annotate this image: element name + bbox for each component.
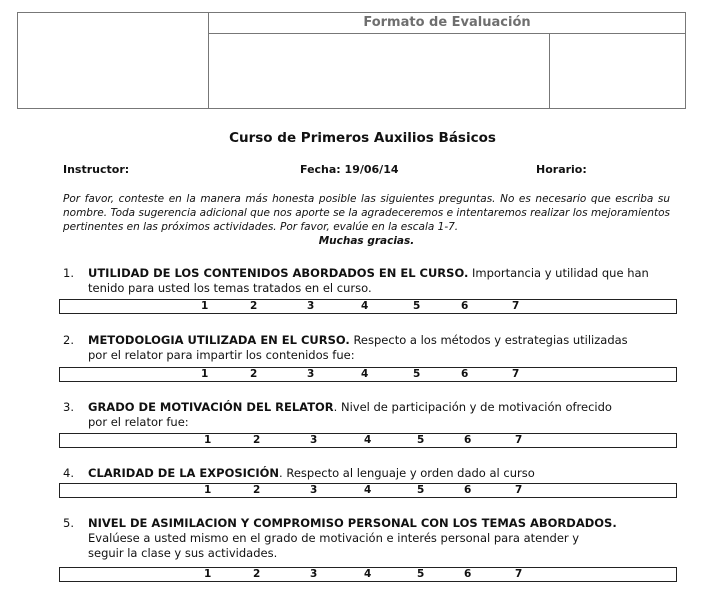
scale-option[interactable]: 5 [413,300,421,312]
scale-option[interactable]: 3 [307,368,315,380]
scale-option[interactable]: 6 [461,300,469,312]
question-title: GRADO DE MOTIVACIÓN DEL RELATOR [88,400,334,414]
question-text-continued: por el relator para impartir los contenidos fue: [88,348,355,362]
question-number: 3. [63,400,74,414]
scale-option[interactable]: 4 [361,300,369,312]
instructions [63,192,670,248]
header-table [17,12,686,109]
question-number: 2. [63,333,74,347]
scale-option[interactable]: 4 [364,568,372,580]
scale-option[interactable]: 1 [204,484,212,496]
course-title: Curso de Primeros Auxilios Básicos [229,130,496,146]
scale-option[interactable]: 4 [361,368,369,380]
header-right-cell [550,34,685,108]
scale-option[interactable]: 7 [512,300,520,312]
question-title: NIVEL DE ASIMILACION Y COMPROMISO PERSONAL CON LOS TEMAS ABORDADOS. [88,516,617,530]
question-text-continued: por el relator fue: [88,415,189,429]
scale-option[interactable]: 6 [464,434,472,446]
scale-option[interactable]: 6 [464,568,472,580]
question-text: Importancia y utilidad que han [468,266,649,280]
question-text-continued: tenido para usted los temas tratados en el curso. [88,281,372,295]
question-title: CLARIDAD DE LA EXPOSICIÓN [88,466,280,480]
date-value: 19/06/14 [344,163,399,176]
question-2 [63,333,670,363]
question-number: 4. [63,466,74,480]
scale-option[interactable]: 1 [204,568,212,580]
header-middle-cell [209,34,550,108]
scale-option[interactable]: 2 [250,300,258,312]
scale-option[interactable]: 5 [417,568,425,580]
scale-option[interactable]: 7 [515,568,523,580]
rating-scale-2[interactable] [59,367,677,382]
scale-option[interactable]: 4 [364,434,372,446]
scale-option[interactable]: 7 [515,434,523,446]
question-title: UTILIDAD DE LOS CONTENIDOS ABORDADOS EN EL CURSO. [88,266,469,280]
scale-option[interactable]: 1 [201,300,209,312]
schedule-label: Horario: [536,163,587,176]
question-text: . Respecto al lenguaje y orden dado al curso [279,466,535,480]
scale-option[interactable]: 7 [515,484,523,496]
question-number: 1. [63,266,74,280]
question-1 [63,266,670,296]
logo-cell [18,13,209,108]
question-5 [63,516,670,561]
scale-option[interactable]: 5 [417,434,425,446]
form-title: Formato de Evaluación [209,13,685,34]
scale-option[interactable]: 5 [417,484,425,496]
scale-option[interactable]: 3 [310,484,318,496]
rating-scale-1[interactable] [59,299,677,314]
scale-option[interactable]: 7 [512,368,520,380]
question-text-continued: seguir la clase y sus actividades. [88,546,278,560]
scale-option[interactable]: 2 [253,568,261,580]
question-number: 5. [63,516,74,530]
date-label: Fecha: [300,163,341,176]
scale-option[interactable]: 6 [461,368,469,380]
scale-option[interactable]: 3 [307,300,315,312]
scale-option[interactable]: 3 [310,568,318,580]
rating-scale-3[interactable] [59,433,677,448]
scale-option[interactable]: 2 [253,434,261,446]
question-text: Respecto a los métodos y estrategias utilizadas [349,333,628,347]
question-title: METODOLOGIA UTILIZADA EN EL CURSO. [88,333,350,347]
scale-option[interactable]: 5 [413,368,421,380]
scale-option[interactable]: 1 [201,368,209,380]
question-text: . Nivel de participación y de motivación ofrecido [333,400,612,414]
scale-option[interactable]: 6 [464,484,472,496]
question-text: Evalúese a usted mismo en el grado de motivación e interés personal para atender y [88,531,580,545]
scale-option[interactable]: 3 [310,434,318,446]
question-3 [63,400,670,430]
rating-scale-5[interactable] [59,567,677,582]
instructor-label: Instructor: [63,163,130,176]
thanks-text: Muchas gracias. [318,235,415,247]
question-4 [63,466,670,481]
scale-option[interactable]: 1 [204,434,212,446]
scale-option[interactable]: 4 [364,484,372,496]
date-field [300,163,399,176]
instructions-text: Por favor, conteste en la manera más honesta posible las siguientes preguntas. No es necesario que escriba su nombre. Toda sugerencia adicional que nos aporte se la agradeceremos e intentaremos realizar los mejoramientos pertinentes en las próximos actividades. Por favor, evalúe en la escala 1-7. [63,193,670,233]
scale-option[interactable]: 2 [250,368,258,380]
rating-scale-4[interactable] [59,483,677,498]
scale-option[interactable]: 2 [253,484,261,496]
